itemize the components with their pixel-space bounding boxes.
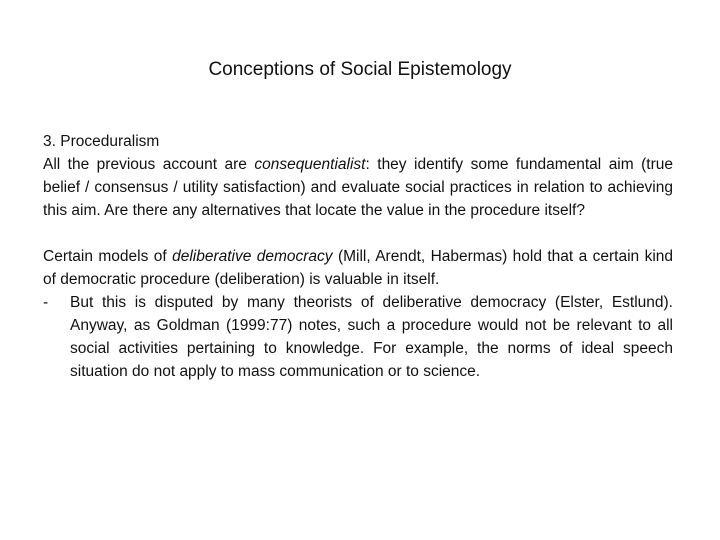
section-heading: 3. Proceduralism xyxy=(43,133,160,150)
emphasis-term: deliberative democracy xyxy=(172,248,333,265)
bullet-dash: - xyxy=(43,294,49,311)
paragraph-deliberative-democracy xyxy=(43,245,673,291)
paragraph-text: : they identify some fundamental aim (true belief / consensus / utility satisfaction) and evaluate social practices in relation to achieving this aim. Are there any alternatives that locate the value in the procedure itself? xyxy=(43,156,673,219)
slide-body xyxy=(43,130,673,383)
paragraph-consequentialist xyxy=(43,153,673,222)
spacer xyxy=(43,222,673,245)
emphasis-term: consequentialist xyxy=(254,156,366,173)
paragraph-text: All the previous account are xyxy=(43,156,255,173)
bullet-item xyxy=(43,291,673,383)
bullet-text: But this is disputed by many theorists of deliberative democracy (Elster, Estlund). Anyway, as Goldman (1999:77) notes, such a procedure would not be relevant to all social activities pertaining to knowledge. For example, the norms of ideal speech situation do not apply to mass communication or to science. xyxy=(70,294,673,380)
slide-title: Conceptions of Social Epistemology xyxy=(208,59,512,80)
paragraph-text: Certain models of xyxy=(43,248,173,265)
paragraph-text: (Mill, Arendt, Habermas) hold that a certain kind of democratic procedure (deliberation) is valuable in itself. xyxy=(43,248,673,288)
